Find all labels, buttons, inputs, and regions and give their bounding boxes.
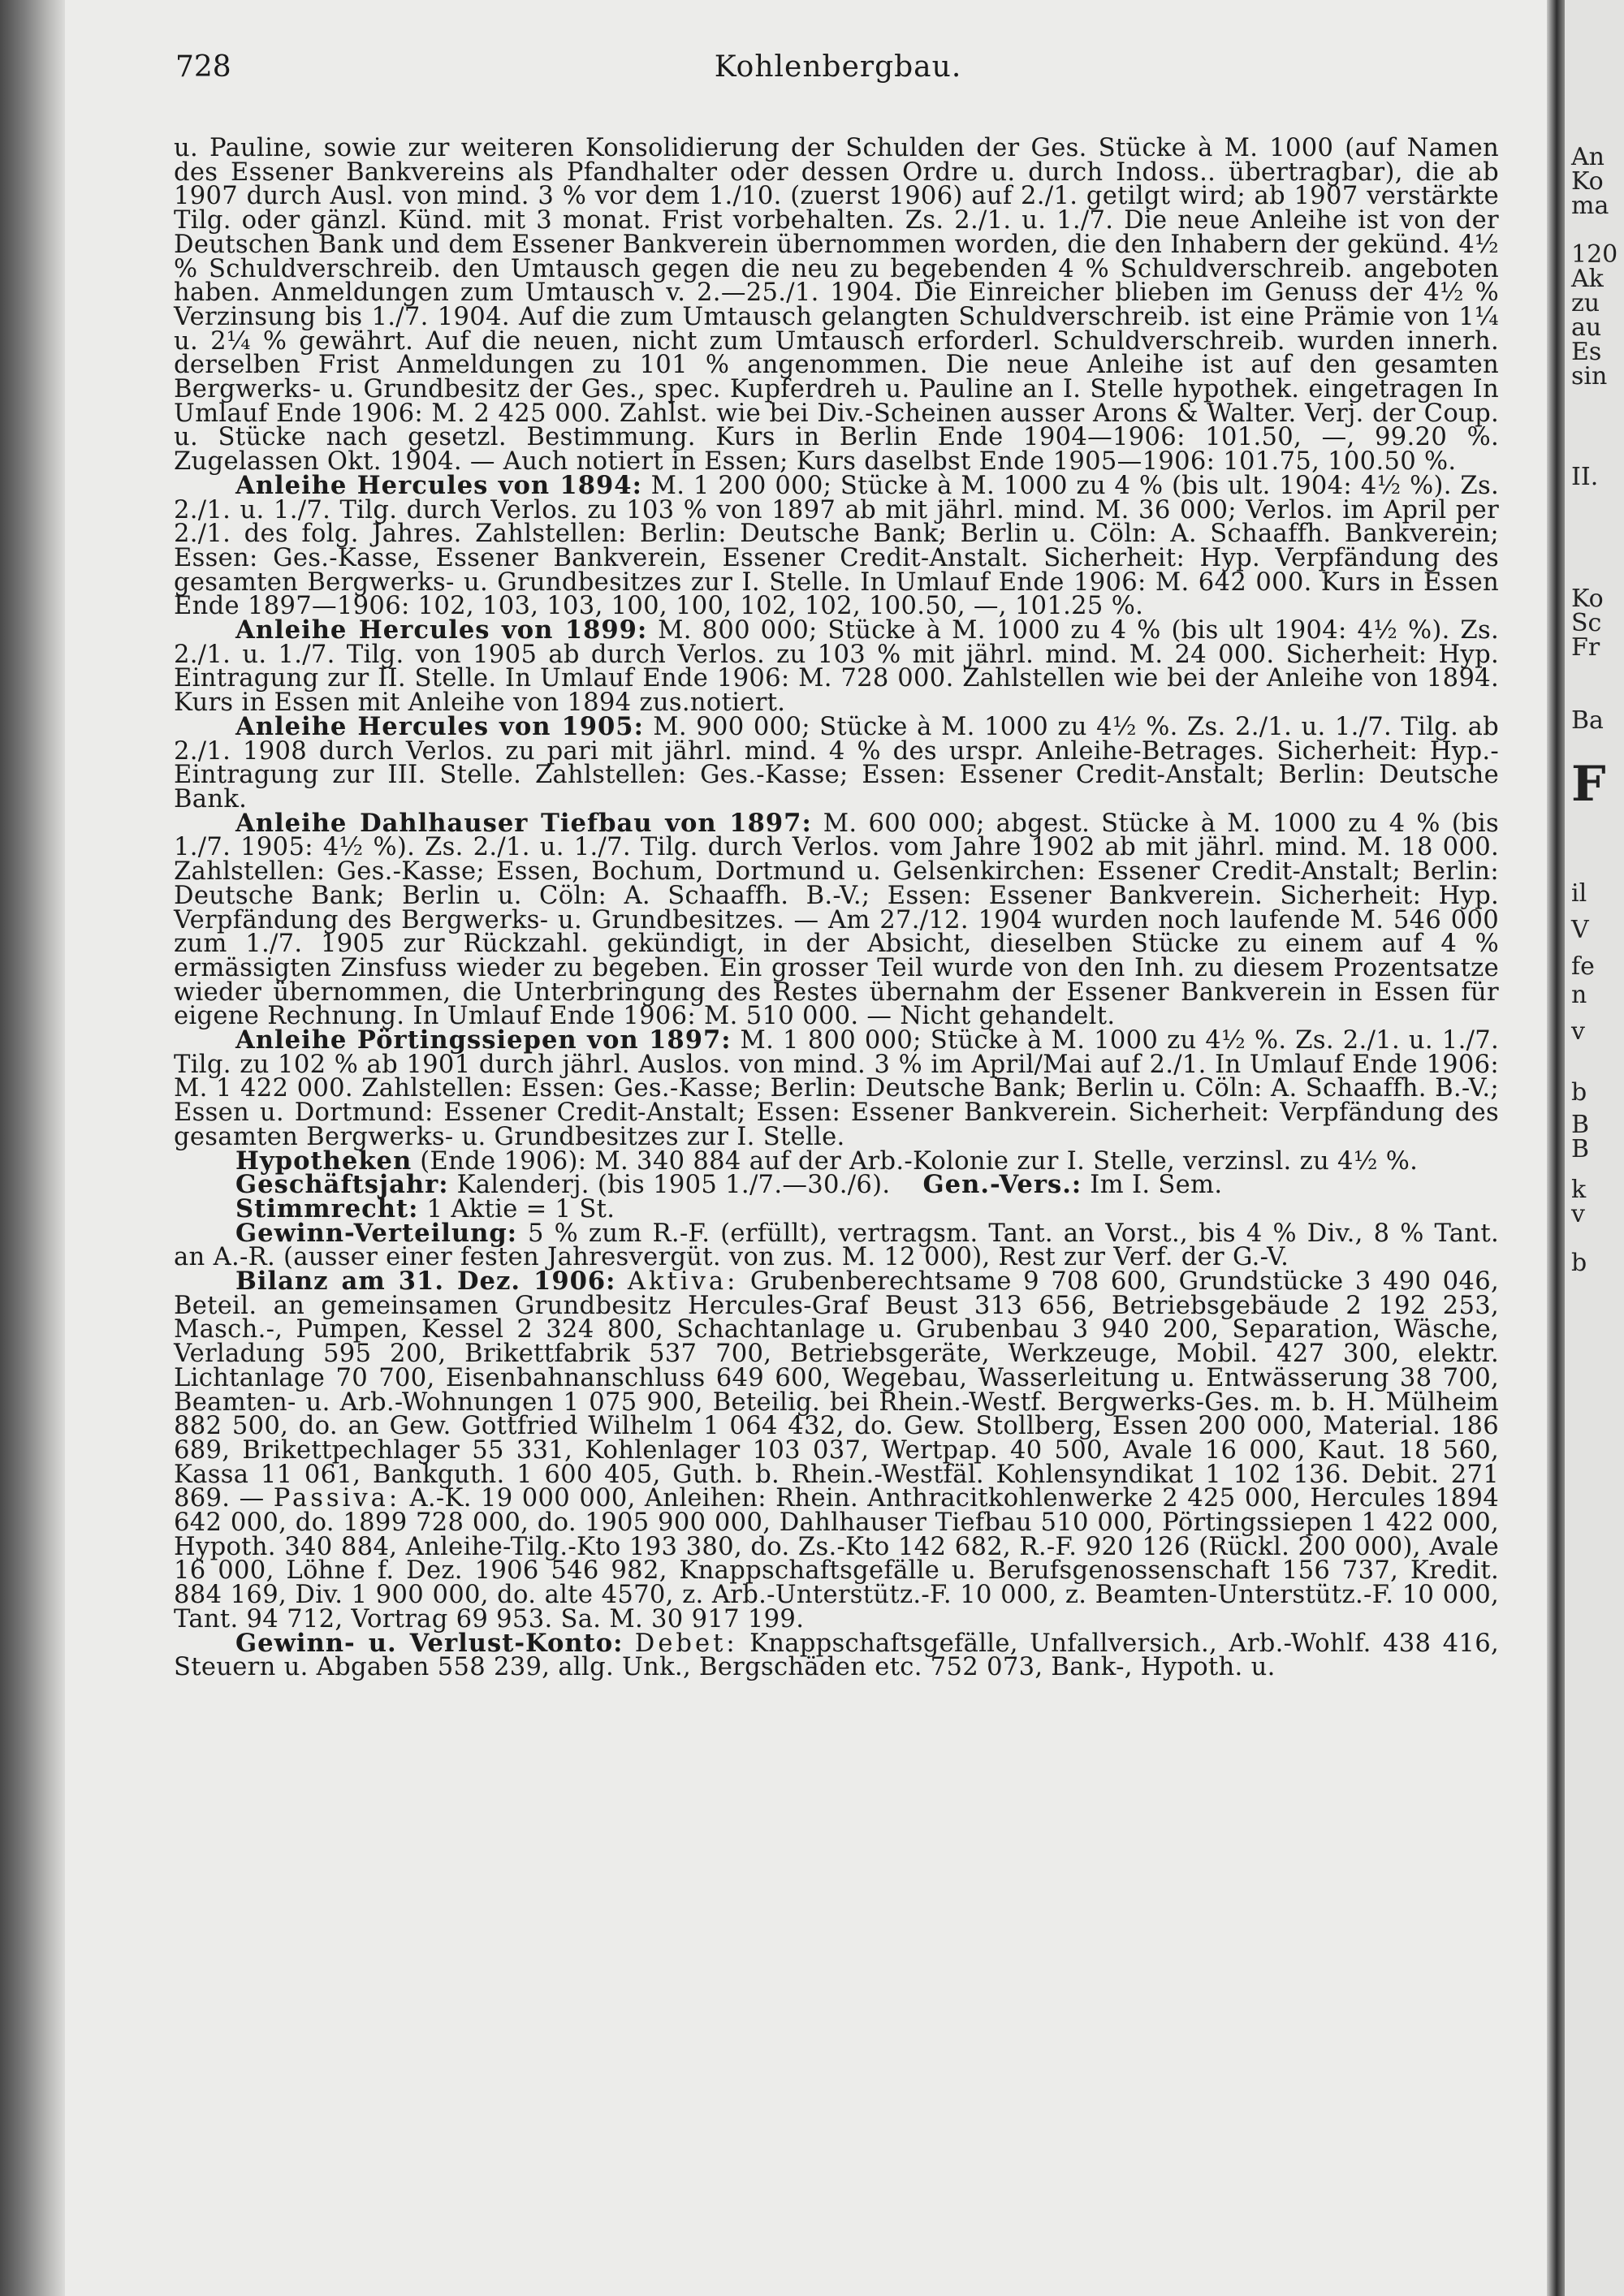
paragraph-heading-gen-vers: Gen.-Vers.: bbox=[922, 1170, 1082, 1200]
passiva-text: A.-K. 19 000 000, Anleihen: Rhein. Anthracitkohlenwerke 2 425 000, Hercules 1894 642 000, do. 1899 728 000, do. 1905 900 000, Dahlhauser Tiefbau 510 000, Pörtingssiepen 1 422 000, Hypoth. 340 884, Anleihe-Tilg.-Kto 193 380, do. Zs.-Kto 142 682, R.-F. 920 126 (Rückl. 200 000), Avale 16 000, Löhne f. Dez. 1906 546 982, Knappschaftsgefälle u. Berufsgenossenschaft 156 737, Kredit. 884 169, Div. 1 900 000, do. alte 4570, z. Arb.-Unterstütz.-F. 10 000, z. Beamten-Unterstütz.-F. 10 000, Tant. 94 712, Vortrag 69 953. Sa. M. 30 917 199. bbox=[174, 1484, 1499, 1634]
paragraph-anleihe-hercules-1894 bbox=[174, 470, 1499, 621]
adjacent-page-fragment: Fr bbox=[1571, 633, 1600, 662]
page-number: 728 bbox=[175, 50, 231, 84]
paragraph-heading: Stimmrecht: bbox=[235, 1193, 419, 1224]
adjacent-page-fragment: v bbox=[1571, 1200, 1585, 1228]
paragraph-heading: Anleihe Hercules von 1905: bbox=[235, 711, 644, 741]
paragraph-gewinn-verteilung bbox=[174, 1218, 1499, 1272]
book-binding-edge bbox=[0, 0, 65, 2296]
adjacent-page-fragment: il bbox=[1571, 879, 1587, 908]
adjacent-page-fragment: au bbox=[1571, 313, 1602, 342]
adjacent-page-fragment: F bbox=[1571, 756, 1606, 813]
adjacent-page-fragment: k bbox=[1571, 1176, 1587, 1204]
paragraph-text: 1 Aktie = 1 St. bbox=[426, 1194, 615, 1224]
adjacent-page-fragment: b bbox=[1571, 1249, 1587, 1277]
adjacent-page-fragment: Ba bbox=[1571, 706, 1604, 735]
adjacent-page-fragment: fe bbox=[1571, 952, 1595, 981]
adjacent-page-fragment: Sc bbox=[1571, 609, 1602, 637]
aktiva-label: Aktiva: bbox=[627, 1267, 739, 1297]
adjacent-page-fragment: n bbox=[1571, 981, 1587, 1009]
adjacent-page-fragment: II. bbox=[1571, 463, 1599, 491]
paragraph-anleihe-hercules-1899 bbox=[174, 615, 1500, 718]
paragraph-heading: Bilanz am 31. Dez. 1906: bbox=[235, 1267, 616, 1297]
paragraph-text: 5 % zum R.-F. (erfüllt), vertragsm. Tant. an Vorst., bis 4 % Div., 8 % Tant. an A.-R. (ausser einer festen Jahresvergüt. von zus. M. 12 000), Rest zur Verf. der G.-V. bbox=[174, 1219, 1499, 1272]
book-gutter bbox=[1547, 0, 1565, 2296]
paragraph-heading: Anleihe Pörtingssiepen von 1897: bbox=[235, 1025, 732, 1055]
page-header bbox=[175, 50, 1501, 91]
paragraph-bilanz bbox=[174, 1267, 1499, 1634]
debet-text: Knappschaftsgefälle, Unfallversich., Arb.-Wohlf. 438 416, Steuern u. Abgaben 558 239, allg. Unk., Bergschäden etc. 752 073, Bank-, Hypoth. u. bbox=[174, 1629, 1499, 1682]
adjacent-page-fragment: An bbox=[1571, 143, 1605, 171]
adjacent-page-fragment: ma bbox=[1571, 192, 1609, 220]
adjacent-page-fragment: Es bbox=[1571, 338, 1602, 366]
paragraph-heading: Anleihe Hercules von 1899: bbox=[235, 615, 648, 645]
adjacent-page-fragment: v bbox=[1571, 1017, 1585, 1046]
paragraph-heading: Anleihe Dahlhauser Tiefbau von 1897: bbox=[235, 808, 812, 838]
debet-label: Debet: bbox=[634, 1629, 738, 1658]
adjacent-page-fragment: Ak bbox=[1571, 265, 1604, 293]
paragraph-gewinn-verlust-konto bbox=[174, 1628, 1499, 1682]
paragraph-anleihe-poertingssiepen bbox=[174, 1025, 1499, 1151]
paragraph-text: M. 1 200 000; Stücke à M. 1000 zu 4 % (bis ult. 1904: 4½ %). Zs. 2./1. u. 1./7. Tilg. durch Verlos. zu 103 % von 1897 ab mit jährl. mind. M. 36 000; Verlos. im April per 2./1. des folg. Jahres. Zahlstellen: Berlin: Deutsche Bank; Berlin u. Cöln: A. Schaaffh. Bankverein; Essen: Ges.-Kasse, Essener Bankverein, Essener Credit-Anstalt. Sicherheit: Hyp. Verpfändung des gesamten Bergwerks- u. Grundbesitzes zur I. Stelle. In Umlauf Ende 1906: M. 642 000. Kurs in Essen Ende 1897—1906: 102, 103, 103, 100, 100, 102, 102, 100.50, —, 101.25 %. bbox=[174, 471, 1499, 621]
passiva-label: Passiva: bbox=[273, 1484, 401, 1513]
paragraph-heading: Hypotheken bbox=[235, 1146, 412, 1176]
paragraph-intro-continuation bbox=[174, 134, 1499, 477]
body-text bbox=[174, 136, 1499, 1680]
adjacent-page-fragment: B bbox=[1571, 1135, 1590, 1163]
adjacent-page-fragment: Ko bbox=[1571, 585, 1604, 613]
paragraph-text: M. 600 000; abgest. Stücke à M. 1000 zu 4 % (bis 1./7. 1905: 4½ %). Zs. 2./1. u. 1./7. Tilg. durch Verlos. vom Jahre 1902 ab mit jährl. mind. M. 18 000. Zahlstellen: Ges.-Kasse; Essen, Bochum, Dortmund u. Gelsenkirchen: Essener Credit-Anstalt; Berlin: Deutsche Bank; Berlin u. Cöln: A. Schaaffh. B.-V.; Essen: Essener Bankverein. Sicherheit: Hyp. Verpfändung des Bergwerks- u. Grundbesitzes. — Am 27./12. 1904 wurden noch laufende M. 546 000 zum 1./7. 1905 zur Rückzahl. gekündigt, in der Absicht, dieselben Stücke zu einem auf 4 % ermässigten Zinsfuss wieder zu begeben. Ein grosser Teil wurde von den Inh. zu diesem Prozentsatze wieder übernommen, die Unterbringung des Restes übernahm der Essener Bankverein in Essen für eigene Rechnung. In Umlauf Ende 1906: M. 510 000. — Nicht gehandelt. bbox=[174, 809, 1499, 1031]
paragraph-text: Kalenderj. (bis 1905 1./7.—30./6). bbox=[456, 1171, 891, 1200]
adjacent-page-strip bbox=[1565, 0, 1624, 2296]
adjacent-page-fragment: B bbox=[1571, 1111, 1590, 1139]
paragraph-heading: Gewinn-Verteilung: bbox=[235, 1218, 518, 1248]
running-title: Kohlenbergbau. bbox=[714, 50, 962, 84]
paragraph-text: M. 1 800 000; Stücke à M. 1000 zu 4½ %. Zs. 2./1. u. 1./7. Tilg. zu 102 % ab 1901 durch jährl. Auslos. von mind. 3 % im April/Mai auf 2./1. In Umlauf Ende 1906: M. 1 422 000. Zahlstellen: Essen: Ges.-Kasse; Berlin: Deutsche Bank; Berlin u. Cöln: A. Schaaffh. B.-V.; Essen u. Dortmund: Essener Credit-Anstalt; Essen: Essener Bankverein. Sicherheit: Verpfändung des gesamten Bergwerks- u. Grundbesitzes zur I. Stelle. bbox=[174, 1026, 1499, 1151]
paragraph-text: u. Pauline, sowie zur weiteren Konsolidierung der Schulden der Ges. Stücke à M. 1000 (auf Namen des Essener Bankvereins als Pfandhalter oder dessen Ordre u. durch Indoss.. übertragbar), die ab 1907 durch Ausl. von mind. 3 % vor dem 1./10. (zuerst 1906) auf 2./1. getilgt wird; ab 1907 verstärkte Tilg. oder gänzl. Künd. mit 3 monat. Frist vorbehalten. Zs. 2./1. u. 1./7. Die neue Anleihe ist von der Deutschen Bank und dem Essener Bankverein übernommen worden, die den Inhabern der gekünd. 4½ % Schuldverschreib. den Umtausch gegen die neu zu begebenden 4 % Schuldverschreib. angeboten haben. Anmeldungen zum Umtausch v. 2.—25./1. 1904. Die Einreicher blieben im Genuss der 4½ % Verzinsung bis 1./7. 1904. Auf die zum Umtausch gelangten Schuldverschreib. ist eine Prämie von 1¼ u. 2¼ % gewährt. Auf die neuen, nicht zum Umtausch erforderl. Schuldverschreib. wurden innerh. derselben Frist Anmeldungen zu 101 % angenommen. Die neue Anleihe ist auf den gesamten Bergwerks- u. Grundbesitz der Ges., spec. Kupferdreh u. Pauline an I. Stelle hypothek. eingetragen In Umlauf Ende 1906: M. 2 425 000. Zahlst. wie bei Div.-Scheinen ausser Arons & Walter. Verj. der Coup. u. Stücke nach gesetzl. Bestimmung. Kurs in Berlin Ende 1904—1906: 101.50, —, 99.20 %. Zugelassen Okt. 1904. — Auch notiert in Essen; Kurs daselbst Ende 1905—1906: 101.75, 100.50 %. bbox=[174, 134, 1499, 477]
paragraph-heading: Geschäftsjahr: bbox=[235, 1170, 449, 1200]
adjacent-page-fragment: Ko bbox=[1571, 167, 1604, 196]
adjacent-page-fragment: sin bbox=[1571, 362, 1608, 391]
paragraph-text: (Ende 1906): M. 340 884 auf der Arb.-Kolonie zur I. Stelle, verzinsl. zu 4½ %. bbox=[420, 1146, 1419, 1176]
paragraph-text: M. 900 000; Stücke à M. 1000 zu 4½ %. Zs. 2./1. u. 1./7. Tilg. ab 2./1. 1908 durch Verlos. zu pari mit jährl. mind. 4 % des urspr. Anleihe-Betrages. Sicherheit: Hyp.-Eintragung zur III. Stelle. Zahlstellen: Ges.-Kasse; Essen: Essener Credit-Anstalt; Berlin: Deutsche Bank. bbox=[174, 712, 1499, 814]
adjacent-page-fragment: zu bbox=[1571, 289, 1600, 317]
adjacent-page-fragment: V bbox=[1571, 916, 1589, 944]
aktiva-text: Grubenberechtsame 9 708 600, Grundstücke 3 490 046, Beteil. an gemeinsamen Grundbesitz Hercules-Graf Beust 313 656, Betriebsgebäude 2 192 253, Masch.-, Pumpen, Kessel 2 324 800, Schachtanlage u. Grubenbau 3 940 200, Separation, Wäsche, Verladung 595 200, Brikettfabrik 537 700, Betriebsgeräte, Werkzeuge, Mobil. 427 300, elektr. Lichtanlage 70 700, Eisenbahnanschluss 649 600, Wegebau, Wasserleitung u. Entwässerung 38 700, Beamten- u. Arb.-Wohnungen 1 075 900, Beteilig. bei Rhein.-Westf. Bergwerks-Ges. m. b. H. Mülheim 882 500, do. an Gew. Gottfried Wilhelm 1 064 432, do. Gew. Stollberg, Essen 200 000, Material. 186 689, Brikettpechlager 55 331, Kohlenlager 103 037, Wertpap. 40 500, Avale 16 000, Kaut. 18 560, Kassa 11 061, Bankguth. 1 600 405, Guth. b. Rhein.-Westfäl. Kohlensyndikat 1 102 136. Debit. 271 869. — bbox=[174, 1267, 1499, 1513]
paragraph-heading: Anleihe Hercules von 1894: bbox=[235, 470, 642, 500]
paragraph-anleihe-hercules-1905 bbox=[174, 711, 1499, 814]
paragraph-text-gen-vers: Im I. Sem. bbox=[1090, 1171, 1223, 1200]
paragraph-anleihe-dahlhauser-tiefbau bbox=[174, 808, 1499, 1031]
paragraph-text: M. 800 000; Stücke à M. 1000 zu 4 % (bis ult 1904: 4½ %). Zs. 2./1. u. 1./7. Tilg. von 1905 ab durch Verlos. zu 103 % mit jährl. mind. M. 24 000. Sicherheit: Hyp. Eintragung zur II. Stelle. In Umlauf Ende 1906: M. 728 000. Zahlstellen wie bei der Anleihe von 1894. Kurs in Essen mit Anleihe von 1894 zus.notiert. bbox=[174, 616, 1500, 718]
adjacent-page-fragment: b bbox=[1571, 1078, 1587, 1107]
paragraph-heading: Gewinn- u. Verlust-Konto: bbox=[235, 1628, 624, 1658]
adjacent-page-fragment: 120 bbox=[1571, 240, 1618, 269]
